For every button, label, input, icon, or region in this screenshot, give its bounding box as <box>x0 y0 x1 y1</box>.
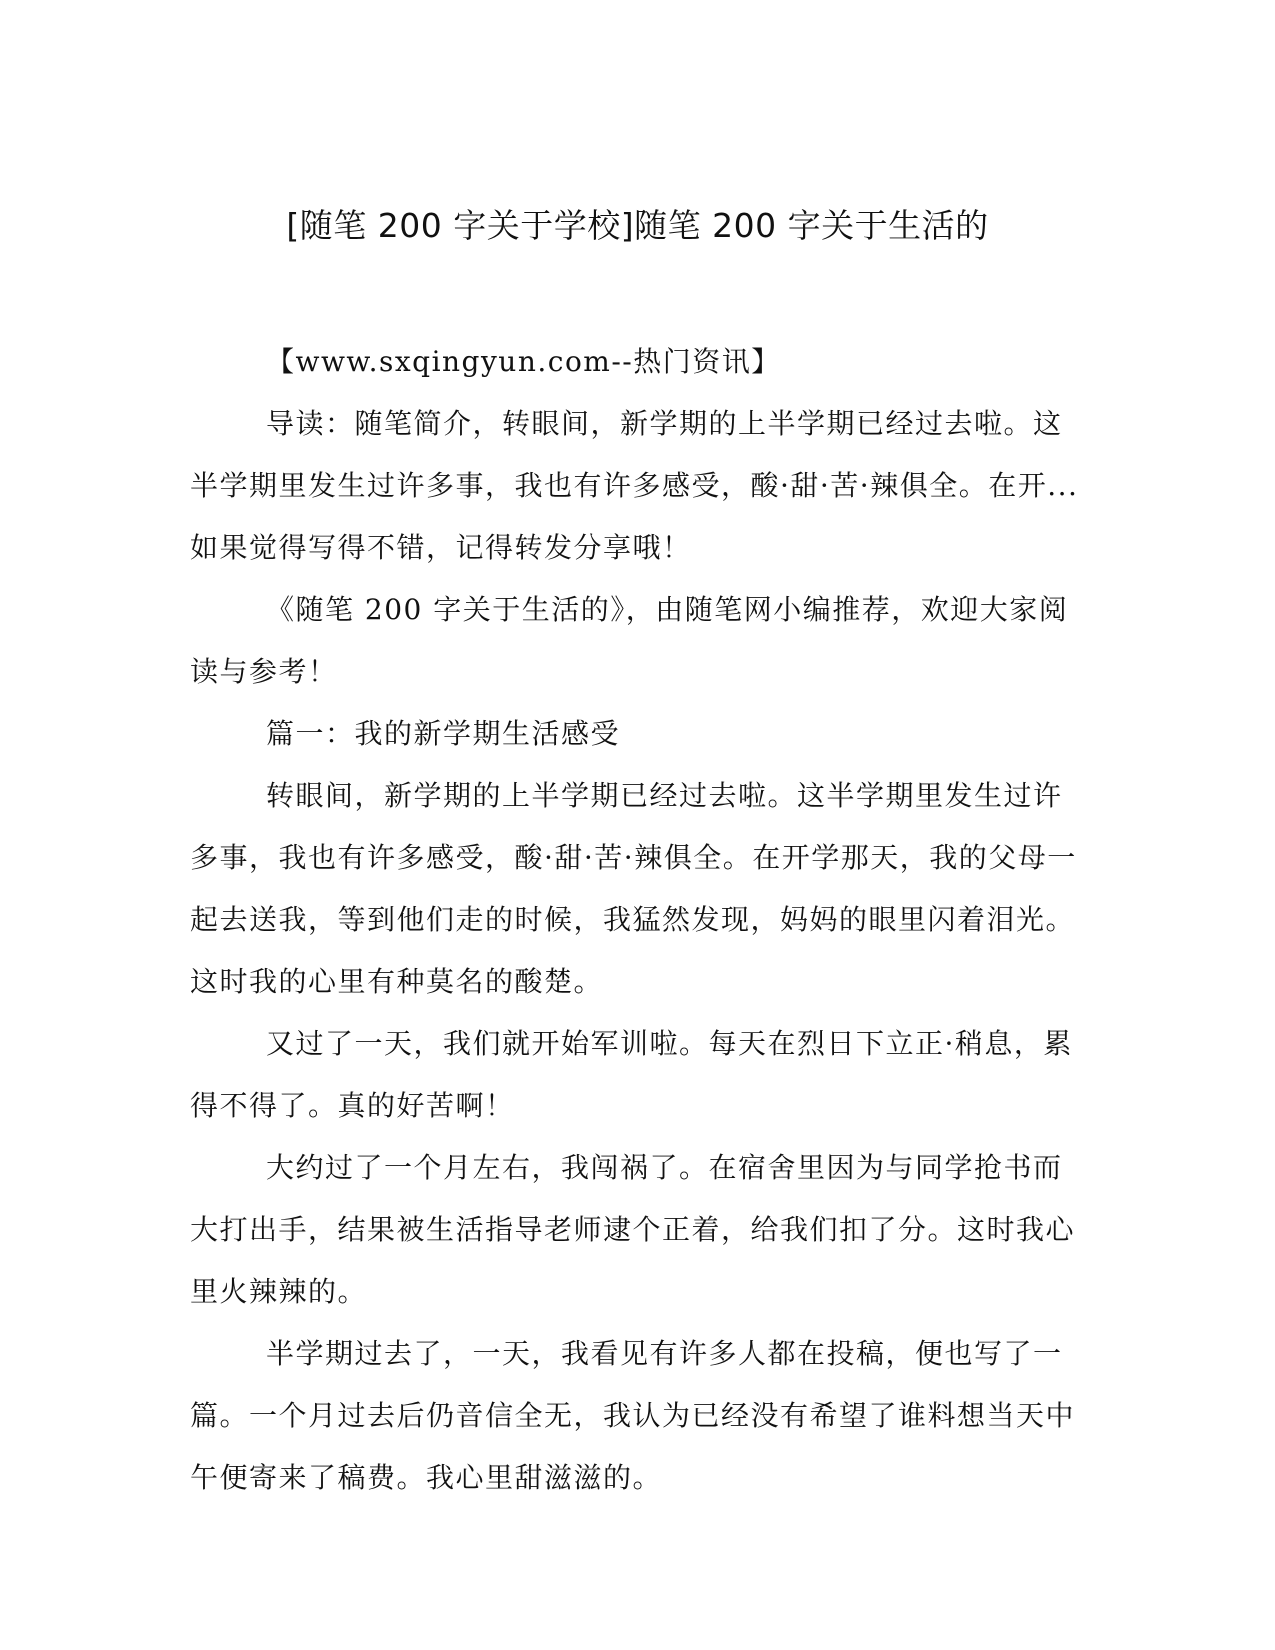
source-line: 【www.sxqingyun.com--热门资讯】 <box>266 345 781 378</box>
document-title: [随笔 200 字关于学校]随笔 200 字关于生活的 <box>286 206 989 245</box>
body-paragraph: 半学期过去了，一天，我看见有许多人都在投稿，便也写了一篇。一个月过去后仍音信全无，我认为已经没有希望了谁料想当天中午便寄来了稿费。我心里甜滋滋的。 <box>190 1337 1076 1494</box>
intro-paragraph: 导读：随笔简介，转眼间，新学期的上半学期已经过去啦。这半学期里发生过许多事，我也有许多感受，酸·甜·苦·辣俱全。在开... 如果觉得写得不错，记得转发分享哦！ <box>190 407 1079 564</box>
recommendation-paragraph: 《随笔 200 字关于生活的》，由随笔网小编推荐，欢迎大家阅读与参考！ <box>190 593 1069 688</box>
section-heading: 篇一：我的新学期生活感受 <box>266 717 621 750</box>
document-body <box>190 331 1080 1509</box>
body-paragraph: 又过了一天，我们就开始军训啦。每天在烈日下立正·稍息，累得不得了。真的好苦啊！ <box>190 1027 1073 1122</box>
body-paragraph: 大约过了一个月左右，我闯祸了。在宿舍里因为与同学抢书而大打出手，结果被生活指导老师逮个正着，给我们扣了分。这时我心里火辣辣的。 <box>190 1151 1076 1308</box>
body-paragraph: 转眼间，新学期的上半学期已经过去啦。这半学期里发生过许多事，我也有许多感受，酸·甜·苦·辣俱全。在开学那天，我的父母一起去送我，等到他们走的时候，我猛然发现，妈妈的眼里闪着泪光。这时我的心里有种莫名的酸楚。 <box>190 779 1077 998</box>
